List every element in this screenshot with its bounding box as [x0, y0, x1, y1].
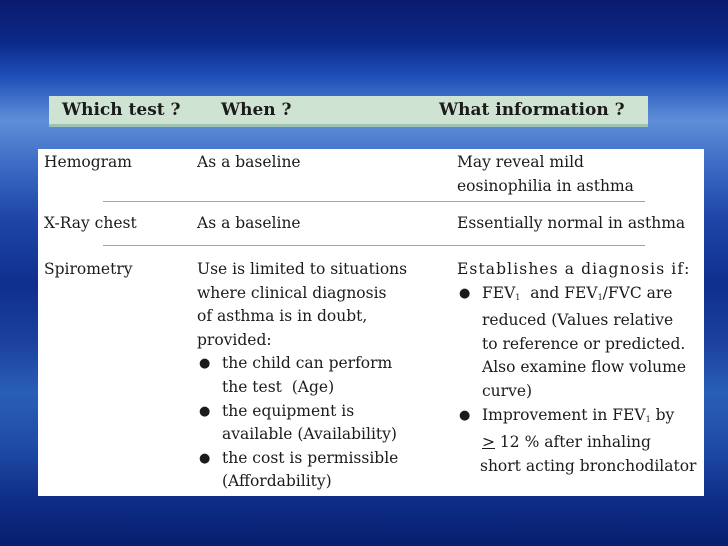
- greater-equal-symbol: >: [482, 433, 495, 452]
- bullet-icon: ●: [459, 285, 471, 301]
- improvement-label: Improvement in FEV: [482, 405, 646, 424]
- subscript: 1: [597, 292, 603, 302]
- when-bullet-list: [197, 352, 407, 494]
- when-spirometry: [197, 258, 407, 494]
- header-which-test: Which test ?: [62, 100, 181, 120]
- fev-and-label: and FEV: [520, 283, 598, 302]
- test-hemogram: Hemogram: [44, 153, 132, 171]
- bullet-line: to reference or predicted.: [482, 334, 686, 353]
- bullet-line: reduced (Values relative: [482, 311, 674, 330]
- info-xray-chest: Essentially normal in asthma: [457, 214, 686, 232]
- bullet-icon: ●: [459, 407, 471, 423]
- bullet-line: the child can perform: [222, 354, 393, 373]
- when-line: provided:: [197, 330, 272, 349]
- bullet-icon: ●: [199, 356, 211, 372]
- info-bullet-list: [457, 282, 696, 479]
- subscript: 1: [515, 292, 521, 302]
- list-item: [197, 447, 407, 494]
- bullet-line: Also examine flow volume: [482, 358, 687, 377]
- info-line: May reveal mild: [457, 153, 584, 171]
- when-line: where clinical diagnosis: [197, 283, 387, 302]
- list-item: [197, 352, 407, 399]
- when-xray-chest: As a baseline: [197, 214, 301, 232]
- bullet-line: short acting bronchodilator: [480, 456, 697, 475]
- info-intro: Establishes a diagnosis if:: [457, 260, 691, 278]
- bullet-line: the test (Age): [222, 377, 335, 396]
- when-line: of asthma is in doubt,: [197, 307, 368, 326]
- bullet-icon: ●: [199, 450, 211, 466]
- list-item: [457, 404, 696, 479]
- bullet-line: the cost is permissible: [222, 448, 399, 467]
- bullet-line: [482, 404, 696, 432]
- fvc-label: /FVC are: [602, 283, 673, 302]
- row-divider: [103, 201, 645, 202]
- test-spirometry: Spirometry: [44, 260, 133, 278]
- table-body: [38, 149, 704, 496]
- header-when: When ?: [221, 100, 292, 120]
- bullet-icon: ●: [199, 403, 211, 419]
- bullet-line: (Affordability): [222, 472, 332, 491]
- list-item: [457, 282, 696, 404]
- subscript: 1: [645, 414, 651, 424]
- info-line: eosinophilia in asthma: [457, 176, 634, 195]
- info-hemogram: [457, 151, 634, 198]
- fev-label: FEV: [482, 283, 516, 302]
- list-item: [197, 400, 407, 447]
- threshold-text: 12 % after inhaling: [495, 433, 651, 452]
- info-spirometry: [457, 258, 696, 478]
- test-xray-chest: X-Ray chest: [44, 214, 137, 232]
- header-what-information: What information ?: [439, 100, 625, 120]
- bullet-line: the equipment is: [222, 401, 355, 420]
- bullet-line: available (Availability): [222, 425, 397, 444]
- row-divider: [103, 245, 645, 246]
- table-header: [49, 96, 648, 127]
- bullet-line: curve): [482, 381, 533, 400]
- bullet-line: [482, 431, 696, 455]
- bullet-line: [482, 282, 696, 310]
- when-line: Use is limited to situations: [197, 260, 408, 278]
- when-hemogram: As a baseline: [197, 153, 301, 171]
- by-label: by: [650, 405, 675, 424]
